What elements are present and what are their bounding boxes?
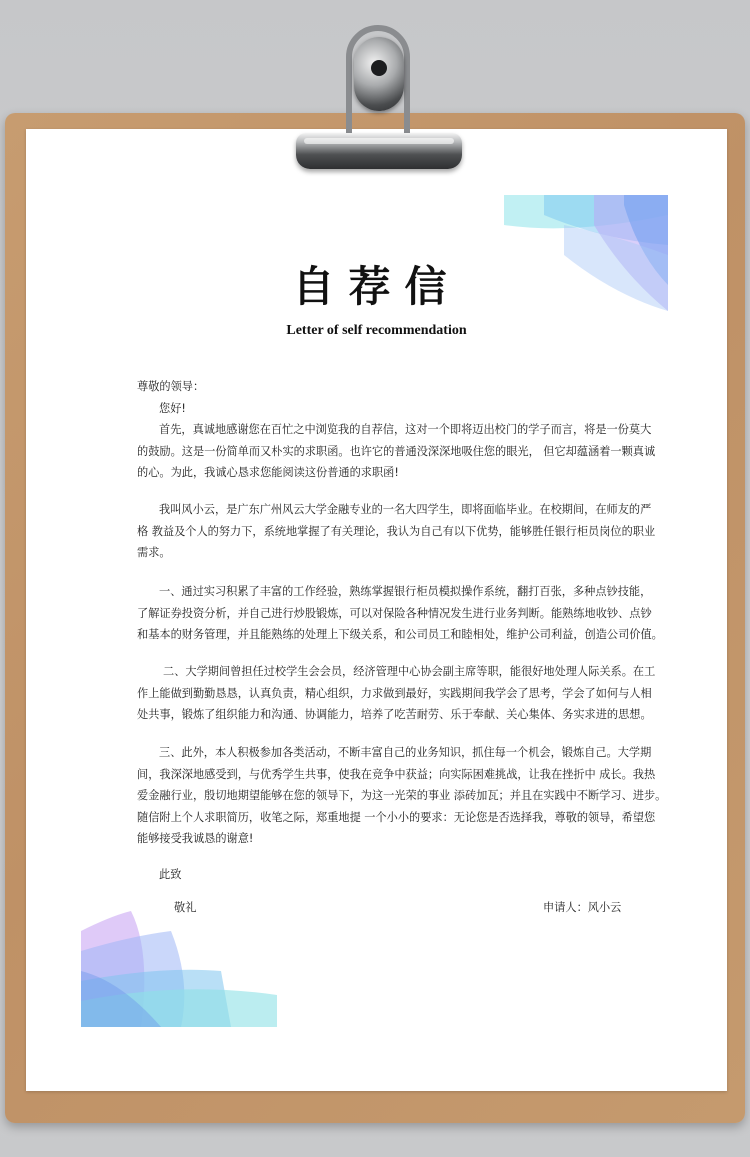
closing: 此致: [159, 868, 182, 881]
clip-hole: [371, 60, 387, 76]
paragraph-line: 的心。为此，我诚心恳求您能阅读这份普通的求职函!: [137, 466, 399, 479]
greeting: 您好!: [159, 402, 186, 415]
paragraph-line: 格 教益及个人的努力下，系统地掌握了有关理论，我认为自己有以下优势，能够胜任银行柜员岗位的职业: [137, 524, 656, 538]
regards: 敬礼: [174, 901, 197, 914]
paragraph-line: 一、通过实习积累了丰富的工作经验，熟练掌握银行柜员模拟操作系统，翻打百张，多种点钞技能，: [159, 585, 652, 598]
paragraph-line: 首先，真诚地感谢您在百忙之中浏览我的自荐信，这对一个即将迈出校门的学子而言，将是一份莫大: [159, 423, 652, 436]
paragraph-line: 间，我深深地感受到，与优秀学生共事，使我在竞争中获益；向实际困难挑战，让我在挫折中 成长。我热: [137, 767, 656, 781]
paragraph-line: 爱金融行业，殷切地期望能够在您的领导下，为这一光荣的事业 添砖加瓦；并且在实践中不断学习、进步。: [137, 789, 667, 802]
paragraph-line: 能够接受我诚恳的谢意!: [137, 832, 254, 845]
paragraph-line: 了解证券投资分析，并自己进行炒股锻炼，可以对保险各种情况发生进行业务判断。能熟练地收钞、点钞: [137, 606, 652, 620]
letter-subtitle: Letter of self recommendation: [286, 323, 467, 338]
bottom-left-decoration: [81, 911, 277, 1027]
binder-clip: [296, 25, 462, 170]
paragraph-self-intro: [137, 499, 656, 564]
paragraph-line: 的鼓励。这是一份简单而又朴实的求职函。也许它的普通没深深地吸住您的眼光， 但它却蕴涵着一颗真诚: [137, 444, 656, 458]
letter-title: 自荐信: [292, 262, 461, 311]
paragraph-point-one: [137, 581, 663, 646]
paragraph-line: 我叫风小云，是广东广州风云大学金融专业的一名大四学生，即将面临毕业。在校期间，在师友的严: [159, 503, 652, 516]
paragraph-line: 随信附上个人求职简历，收笔之际，郑重地提 一个小小的要求：无论您是否选择我，尊敬的领导，希望您: [137, 810, 656, 824]
paragraph-line: 二、大学期间曾担任过校学生会会员，经济管理中心协会副主席等职，能很好地处理人际关系。在工: [163, 665, 656, 678]
paragraph-point-two: [137, 661, 656, 726]
paragraph-point-three: [137, 742, 667, 850]
paragraph-line: 和基本的财务管理，并且能熟练的处理上下级关系，和公司员工和睦相处，维护公司利益，创造公司价值。: [137, 628, 663, 641]
salutation: 尊敬的领导：: [137, 380, 205, 393]
paragraph-line: 三、此外，本人积极参加各类活动，不断丰富自己的业务知识，抓住每一个机会，锻炼自己。大学期: [159, 746, 652, 759]
paragraph-line: 处共事，锻炼了组织能力和沟通、协调能力，培养了吃苦耐劳、乐于奉献、关心集体、务实求进的思想。: [137, 708, 652, 721]
paragraph-line: 作上能做到勤勤恳恳，认真负责，精心组织，力求做到最好，实践期间我学会了思考，学会了如何与人相: [137, 686, 652, 700]
clip-shine: [304, 138, 454, 144]
signature: 申请人：风小云: [543, 901, 622, 914]
paragraph-intro: [137, 419, 656, 484]
letter-paper: [26, 129, 727, 1091]
paragraph-line: 需求。: [137, 546, 171, 559]
